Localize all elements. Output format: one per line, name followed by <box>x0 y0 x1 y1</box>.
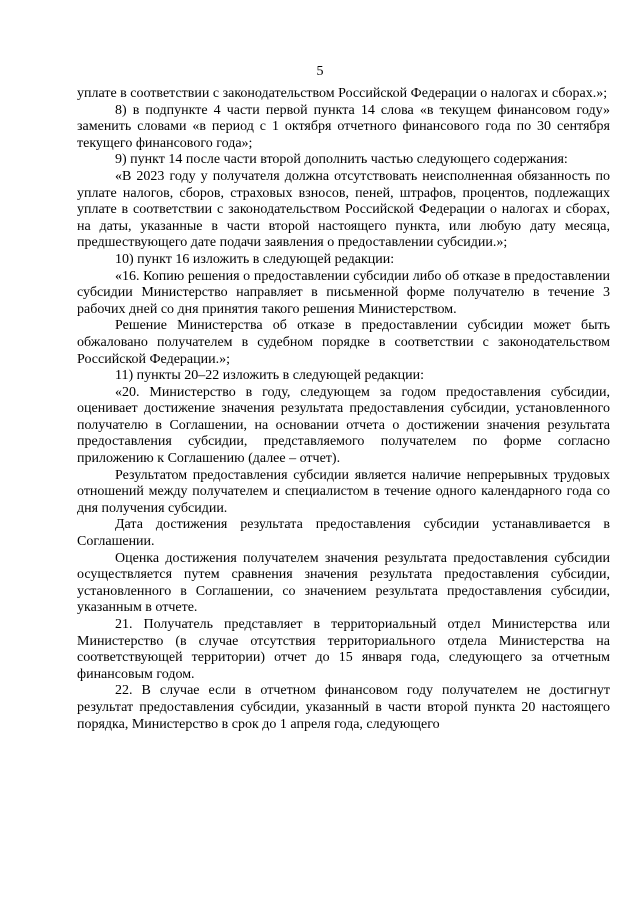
paragraph-6: «16. Копию решения о предоставлении субсидии либо об отказе в предоставлении субсидии Министерство направляет в письменной форме получателю в течение 3 рабочих дней со дня принятия такого решения Министерством. <box>77 268 610 317</box>
document-body <box>77 86 610 733</box>
paragraph-12: Оценка достижения получателем значения результата предоставления субсидии осуществляется путем сравнения значения результата предоставления субсидии, установленного в Соглашении, со значением результата предоставления субсидии, указанным в отчете. <box>77 550 610 616</box>
paragraph-8: 11) пункты 20–22 изложить в следующей редакции: <box>115 368 425 384</box>
paragraph-10: Результатом предоставления субсидии является наличие непрерывных трудовых отношений между получателем и специалистом в течение одного календарного года со дня получения субсидии. <box>77 467 610 516</box>
paragraph-14: 22. В случае если в отчетном финансовом году получателем не достигнут результат предоставления субсидии, указанный в части второй пункта 20 настоящего порядка, Министерство в срок до 1 апреля года, следующего <box>77 683 610 732</box>
paragraph-5: 10) пункт 16 изложить в следующей редакции: <box>115 251 395 267</box>
paragraph-13: 21. Получатель представляет в территориальный отдел Министерства или Министерство (в случае отсутствия территориального отдела Министерства на соответствующей территории) отчет до 15 января года, следующего за отчетным финансовым годом. <box>77 617 610 682</box>
paragraph-2: 8) в подпункте 4 части первой пункта 14 слова «в текущем финансовом году» заменить словами «в период с 1 октября отчетного финансового года по 30 сентября текущего финансового года»; <box>77 102 610 151</box>
page-number: 5 <box>316 64 324 79</box>
paragraph-9: «20. Министерство в году, следующем за годом предоставления субсидии, оценивает достижение значения результата предоставления субсидии, установленного получателю в Соглашении, на основании отчета о достижении значения результата предоставления субсидии, представляемого получателем по форме согласно приложению к Соглашению (далее – отчет). <box>77 384 610 467</box>
paragraph-4: «В 2023 году у получателя должна отсутствовать неисполненная обязанность по уплате налогов, сборов, страховых взносов, пеней, штрафов, процентов, подлежащих уплате в соответствии с законодательством Российской Федерации о налогах и сборах, на даты, указанные в части второй настоящего пункта, или любую дату месяца, предшествующего дате подачи заявления о предоставлении субсидии.»; <box>77 168 610 251</box>
paragraph-7: Решение Министерства об отказе в предоставлении субсидии может быть обжаловано получателем в судебном порядке в соответствии с законодательством Российской Федерации.»; <box>77 318 610 367</box>
paragraph-3: 9) пункт 14 после части второй дополнить частью следующего содержания: <box>115 152 568 168</box>
paragraph-1: уплате в соответствии с законодательством Российской Федерации о налогах и сборах.»; <box>77 86 608 101</box>
paragraph-11: Дата достижения результата предоставления субсидии устанавливается в Соглашении. <box>77 517 610 550</box>
